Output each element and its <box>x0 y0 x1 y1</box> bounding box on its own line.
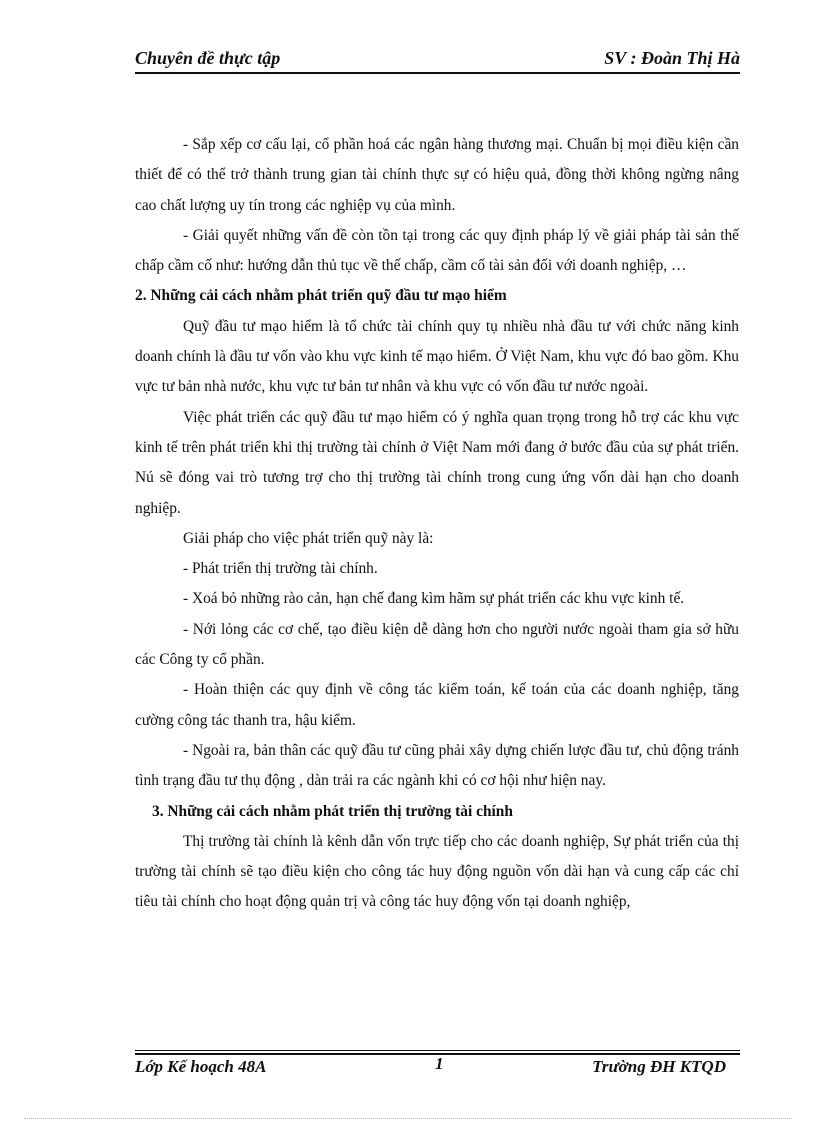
paragraph-6: - Phát triển thị trường tài chính. <box>183 560 378 578</box>
page-footer <box>135 1047 740 1077</box>
paragraph-3: Quỹ đầu tư mạo hiểm là tổ chức tài chính quy tụ nhiều nhà đầu tư với chức năng kinh doanh chính là đầu tư vốn vào khu vực kinh tế mạo hiểm. Ở Việt Nam, khu vực đó bao gồm. Khu vực tư bản nhà nước, khu vực tư bản tư nhân và khu vực có vốn đầu tư nước ngoài. <box>135 317 739 396</box>
header-rule <box>135 72 740 74</box>
footer-class: Lớp Kế hoạch 48A <box>135 1057 267 1076</box>
paragraph-11: Thị trường tài chính là kênh dẫn vốn trực tiếp cho các doanh nghiệp, Sự phát triển của thị trường tài chính sẽ tạo điều kiện cho công tác huy động nguồn vốn dài hạn và cung cấp các chỉ tiêu tài chính cho hoạt động quản trị và công tác huy động vốn tại doanh nghiệp, <box>135 832 739 911</box>
paragraph-2: - Giải quyết những vấn đề còn tồn tại trong các quy định pháp lý về giải pháp tài sản thế chấp cầm cố như: hướng dẫn thủ tục về thế chấp, cầm cố tài sản đối với doanh nghiệp, … <box>135 226 739 275</box>
section-heading-2: 2. Những cải cách nhằm phát triển quỹ đầu tư mạo hiểm <box>135 287 507 305</box>
paragraph-1: - Sắp xếp cơ cấu lại, cổ phần hoá các ngân hàng thương mại. Chuẩn bị mọi điều kiện cần thiết để có thể trở thành trung gian tài chính thực sự có hiệu quả, đồng thời không ngừng nâng cao chất lượng uy tín trong các nghiệp vụ của mình. <box>135 136 739 214</box>
paragraph-10: - Ngoài ra, bản thân các quỹ đầu tư cũng phải xây dựng chiến lược đầu tư, chủ động tránh tình trạng đầu tư thụ động , dàn trải ra các ngành khi có cơ hội như hiện nay. <box>135 741 739 790</box>
paragraph-9: - Hoàn thiện các quy định về công tác kiểm toán, kế toán của các doanh nghiệp, tăng cường công tác thanh tra, hậu kiểm. <box>135 681 739 729</box>
page-number: 1 <box>435 1054 444 1073</box>
header-author: SV : Đoàn Thị Hà <box>604 48 740 68</box>
paragraph-4: Việc phát triển các quỹ đầu tư mạo hiểm có ý nghĩa quan trọng trong hỗ trợ các khu vực kinh tế trên phát triển khi thị trường tài chính ở Việt Nam mới đang ở bước đầu của sự phát triển. Nú sẽ đóng vai trò tương trợ cho thị trường tài chính trong cung ứng vốn dài hạn cho doanh nghiệp. <box>135 408 739 517</box>
document-body <box>135 130 739 918</box>
header-title: Chuyên đề thực tập <box>135 48 281 68</box>
paragraph-8: - Nới lỏng các cơ chế, tạo điều kiện dễ dàng hơn cho người nước ngoài tham gia sở hữu các Công ty cổ phần. <box>135 620 739 669</box>
page-header <box>135 46 740 72</box>
paragraph-7: - Xoá bỏ những rào cản, hạn chế đang kìm hãm sự phát triển các khu vực kinh tế. <box>183 590 685 608</box>
paragraph-5: Giải pháp cho việc phát triển quỹ này là: <box>183 529 434 547</box>
footer-rule-thin <box>135 1050 740 1051</box>
section-heading-3: 3. Những cải cách nhằm phát triển thị trường tài chính <box>152 802 513 820</box>
page-edge-divider <box>24 1118 792 1119</box>
footer-university: Trường ĐH KTQD <box>592 1057 726 1076</box>
